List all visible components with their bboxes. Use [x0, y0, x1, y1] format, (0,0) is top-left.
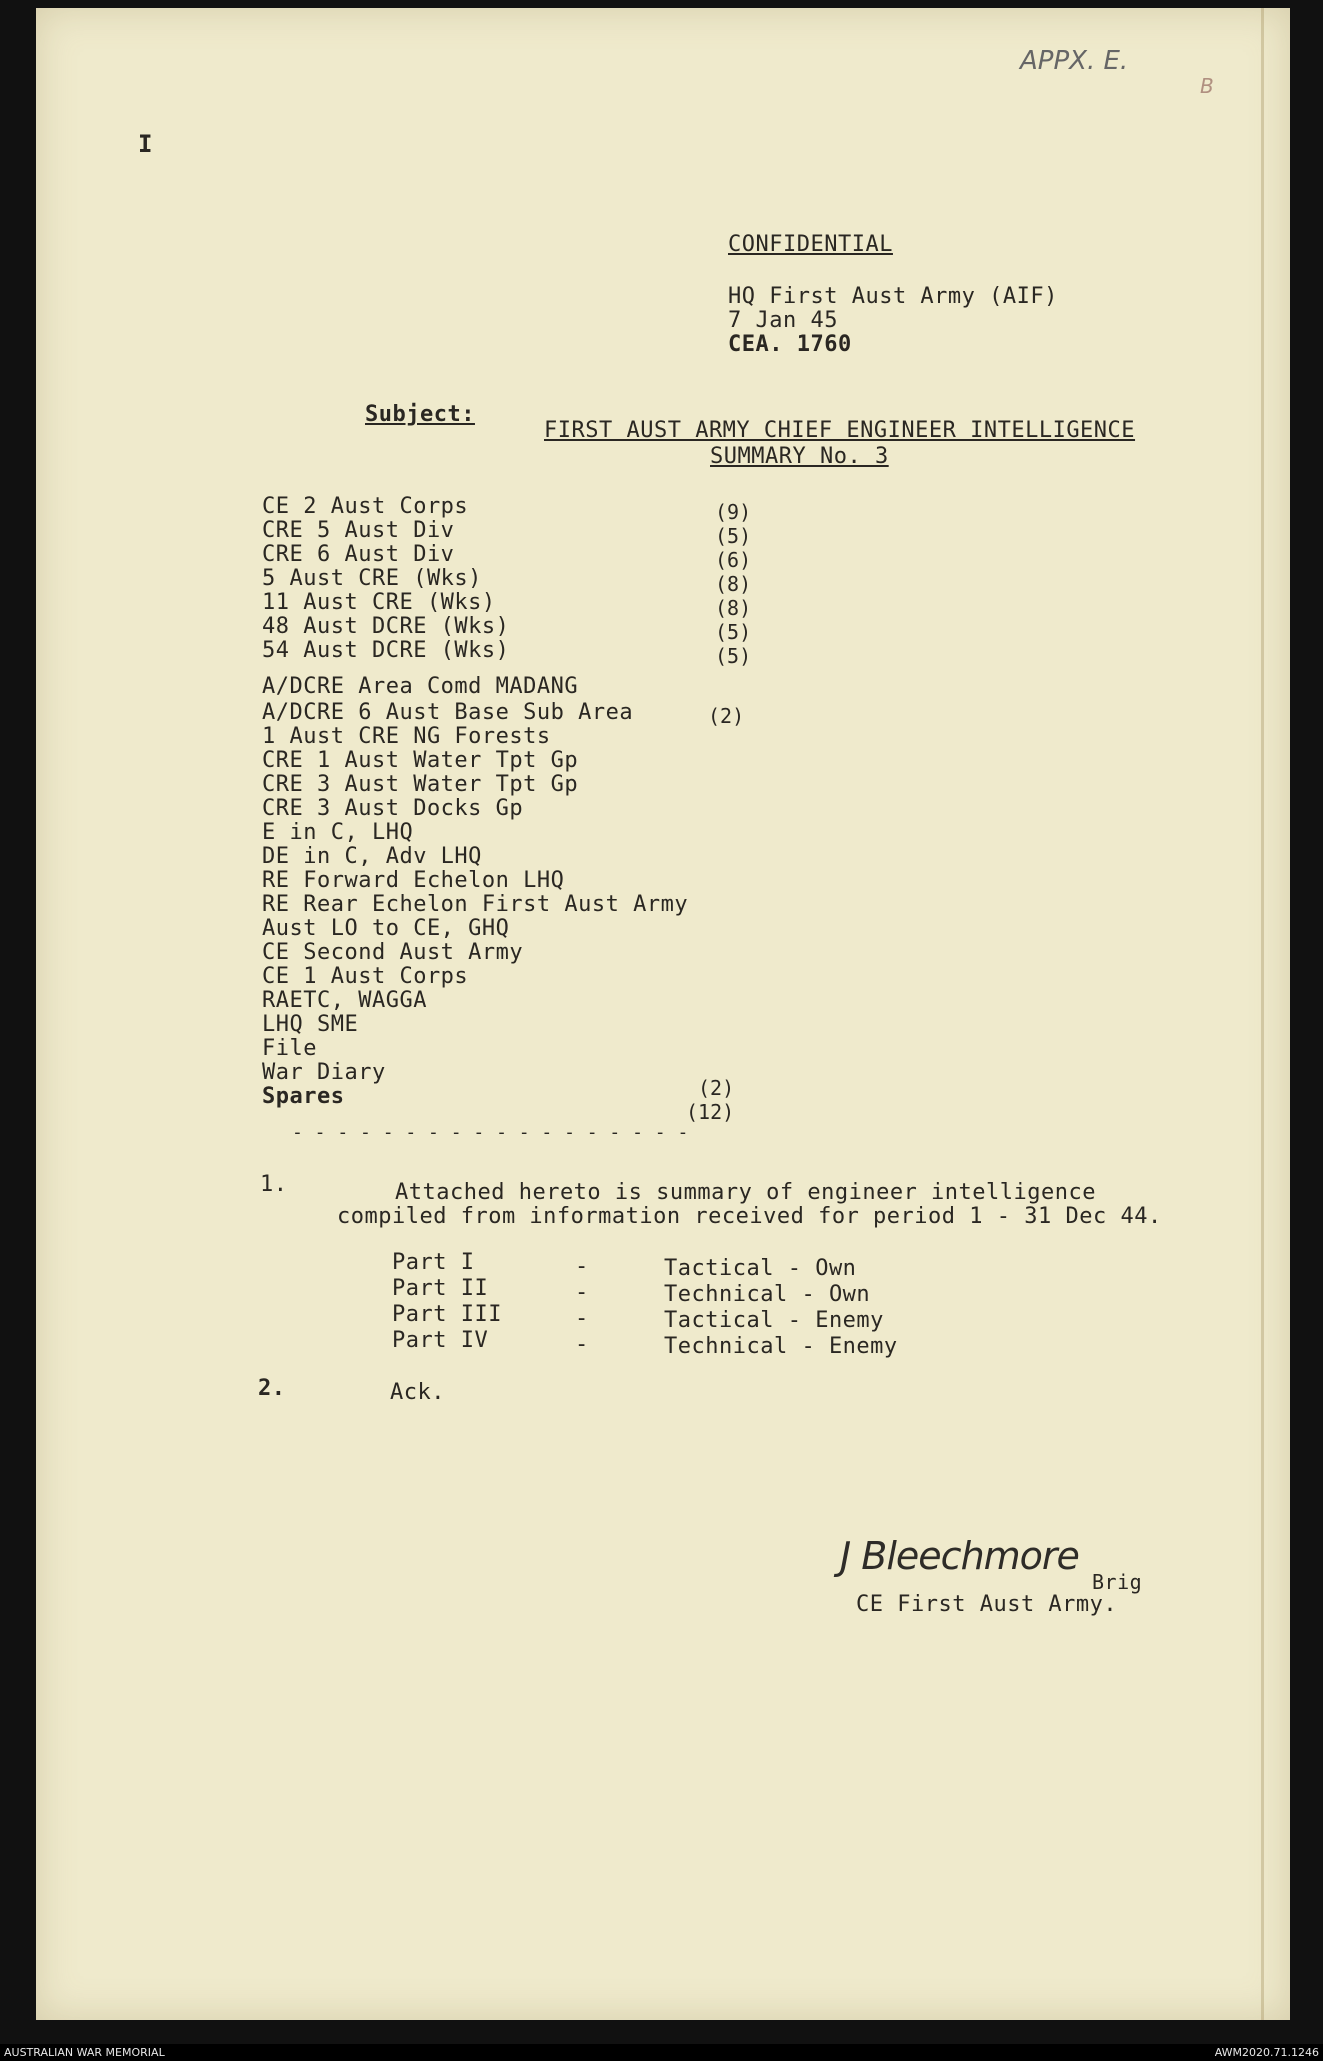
list-item: CRE 3 Aust Water Tpt Gp	[262, 772, 579, 797]
subject-line-1: FIRST AUST ARMY CHIEF ENGINEER INTELLIGENCE	[544, 418, 1136, 443]
footer-bar	[0, 2044, 1323, 2061]
list-item: CE 2 Aust Corps	[262, 494, 469, 519]
copy-count: (2)	[698, 1076, 735, 1100]
part-label: Part I	[392, 1250, 475, 1275]
list-item: CE Second Aust Army	[262, 940, 524, 965]
list-item: RE Rear Echelon First Aust Army	[262, 892, 689, 917]
signature: J Bleechmore	[840, 1534, 1079, 1578]
copy-count: (9)	[715, 500, 752, 524]
part-dash: -	[575, 1332, 589, 1357]
copy-count: (12)	[686, 1100, 735, 1124]
list-item: CE 1 Aust Corps	[262, 964, 469, 989]
part-label: Part IV	[392, 1328, 489, 1353]
footer-accession: AWM2020.71.1246	[1214, 2046, 1319, 2059]
copy-count: (5)	[715, 644, 752, 668]
subject-line-2: SUMMARY No. 3	[710, 444, 889, 469]
part-label: Part III	[392, 1302, 502, 1327]
part-label: Part II	[392, 1276, 489, 1301]
list-item: Aust LO to CE, GHQ	[262, 916, 510, 941]
para-1-line-2: compiled from information received for period 1 - 31 Dec 44.	[337, 1204, 1162, 1229]
list-item: 1 Aust CRE NG Forests	[262, 724, 551, 749]
copy-count: (8)	[715, 572, 752, 596]
para-2-number: 2.	[258, 1376, 286, 1401]
list-item: File	[262, 1036, 317, 1061]
paper-edge	[1261, 8, 1264, 2020]
para-1-line-1: Attached hereto is summary of engineer intelligence	[395, 1180, 1097, 1205]
divider: - - - - - - - - - - - - - - - - - -	[292, 1122, 689, 1143]
list-item: A/DCRE Area Comd MADANG	[262, 674, 579, 699]
part-dash: -	[575, 1306, 589, 1331]
part-desc: Technical - Own	[664, 1282, 871, 1307]
list-item: A/DCRE 6 Aust Base Sub Area	[262, 700, 634, 725]
appendix-annotation: APPX. E.	[1020, 46, 1129, 76]
part-desc: Technical - Enemy	[664, 1334, 898, 1359]
list-item: 5 Aust CRE (Wks)	[262, 566, 482, 591]
copy-count: (8)	[715, 596, 752, 620]
list-item: E in C, LHQ	[262, 820, 414, 845]
list-item: 54 Aust DCRE (Wks)	[262, 638, 510, 663]
date-line: 7 Jan 45	[728, 308, 838, 333]
reference-line: CEA. 1760	[728, 332, 852, 357]
para-2-text: Ack.	[390, 1380, 445, 1405]
part-desc: Tactical - Own	[664, 1256, 857, 1281]
list-item: DE in C, Adv LHQ	[262, 844, 482, 869]
list-item: 48 Aust DCRE (Wks)	[262, 614, 510, 639]
list-item: 11 Aust CRE (Wks)	[262, 590, 496, 615]
list-item: War Diary	[262, 1060, 386, 1085]
list-item: LHQ SME	[262, 1012, 359, 1037]
copy-count: (2)	[708, 704, 745, 728]
document-page	[36, 8, 1290, 2020]
list-item: CRE 3 Aust Docks Gp	[262, 796, 524, 821]
top-left-mark: I	[138, 130, 153, 158]
list-item: RAETC, WAGGA	[262, 988, 427, 1013]
corner-mark: B	[1200, 74, 1214, 98]
list-item: Spares	[262, 1084, 345, 1109]
copy-count: (5)	[715, 620, 752, 644]
copy-count: (5)	[715, 524, 752, 548]
footer-source: AUSTRALIAN WAR MEMORIAL	[4, 2046, 165, 2059]
list-item: CRE 1 Aust Water Tpt Gp	[262, 748, 579, 773]
part-desc: Tactical - Enemy	[664, 1308, 884, 1333]
copy-count: (6)	[715, 548, 752, 572]
classification: CONFIDENTIAL	[728, 232, 893, 257]
signature-rank: Brig	[1092, 1570, 1143, 1594]
list-item: CRE 6 Aust Div	[262, 542, 455, 567]
list-item: RE Forward Echelon LHQ	[262, 868, 565, 893]
subject-label: Subject:	[365, 402, 475, 427]
list-item: CRE 5 Aust Div	[262, 518, 455, 543]
part-dash: -	[575, 1280, 589, 1305]
signature-title: CE First Aust Army.	[856, 1592, 1118, 1617]
part-dash: -	[575, 1254, 589, 1279]
para-1-number: 1.	[260, 1172, 288, 1197]
hq-line: HQ First Aust Army (AIF)	[728, 284, 1058, 309]
